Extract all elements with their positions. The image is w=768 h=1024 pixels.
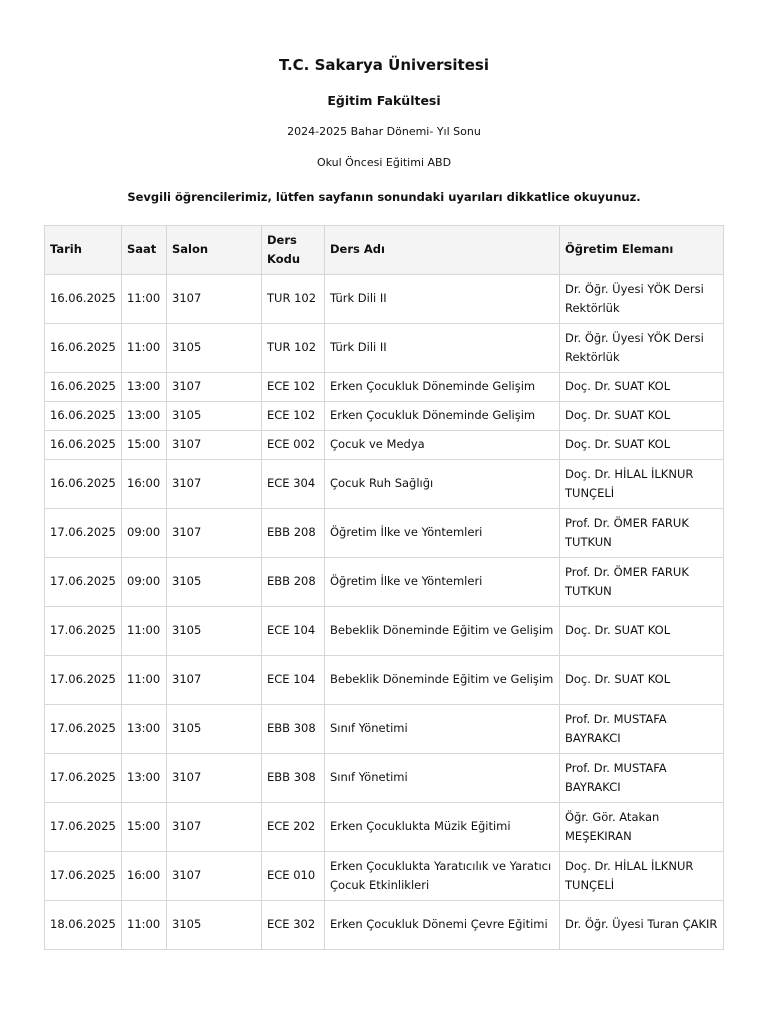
faculty-title: Eğitim Fakültesi <box>327 93 441 108</box>
cell-room: 3105 <box>167 607 262 656</box>
cell-course: Erken Çocukluk Döneminde Gelişim <box>325 373 560 402</box>
cell-instructor: Doç. Dr. SUAT KOL <box>560 373 724 402</box>
cell-instructor: Prof. Dr. ÖMER FARUK TUTKUN <box>560 558 724 607</box>
cell-time: 11:00 <box>122 324 167 373</box>
cell-time: 11:00 <box>122 656 167 705</box>
cell-instructor: Doç. Dr. SUAT KOL <box>560 431 724 460</box>
cell-time: 11:00 <box>122 275 167 324</box>
cell-course: Erken Çocuklukta Müzik Eğitimi <box>325 803 560 852</box>
cell-room: 3105 <box>167 901 262 950</box>
cell-room: 3107 <box>167 754 262 803</box>
cell-time: 13:00 <box>122 705 167 754</box>
cell-time: 16:00 <box>122 460 167 509</box>
cell-instructor: Prof. Dr. MUSTAFA BAYRAKCI <box>560 705 724 754</box>
cell-time: 11:00 <box>122 607 167 656</box>
table-row <box>45 656 724 705</box>
cell-course: Sınıf Yönetimi <box>325 754 560 803</box>
cell-room: 3107 <box>167 803 262 852</box>
cell-code: ECE 104 <box>262 656 325 705</box>
cell-instructor: Dr. Öğr. Üyesi YÖK Dersi Rektörlük <box>560 275 724 324</box>
cell-course: Öğretim İlke ve Yöntemleri <box>325 558 560 607</box>
cell-course: Çocuk Ruh Sağlığı <box>325 460 560 509</box>
cell-date: 17.06.2025 <box>45 607 122 656</box>
cell-date: 17.06.2025 <box>45 754 122 803</box>
cell-date: 17.06.2025 <box>45 558 122 607</box>
cell-room: 3105 <box>167 558 262 607</box>
table-row <box>45 852 724 901</box>
cell-date: 16.06.2025 <box>45 402 122 431</box>
cell-course: Erken Çocuklukta Yaratıcılık ve Yaratıcı Çocuk Etkinlikleri <box>325 852 560 901</box>
notice-text: Sevgili öğrencilerimiz, lütfen sayfanın sonundaki uyarıları dikkatlice okuyunuz. <box>127 190 641 204</box>
table-row <box>45 607 724 656</box>
cell-time: 15:00 <box>122 803 167 852</box>
cell-date: 17.06.2025 <box>45 803 122 852</box>
cell-course: Bebeklik Döneminde Eğitim ve Gelişim <box>325 656 560 705</box>
cell-date: 17.06.2025 <box>45 852 122 901</box>
cell-date: 16.06.2025 <box>45 431 122 460</box>
cell-instructor: Dr. Öğr. Üyesi YÖK Dersi Rektörlük <box>560 324 724 373</box>
cell-date: 16.06.2025 <box>45 460 122 509</box>
table-row <box>45 901 724 950</box>
cell-code: TUR 102 <box>262 324 325 373</box>
cell-date: 17.06.2025 <box>45 509 122 558</box>
cell-code: EBB 208 <box>262 509 325 558</box>
cell-room: 3107 <box>167 852 262 901</box>
cell-instructor: Dr. Öğr. Üyesi Turan ÇAKIR <box>560 901 724 950</box>
cell-room: 3107 <box>167 275 262 324</box>
column-header-time: Saat <box>122 226 167 275</box>
exam-schedule-table <box>44 225 724 950</box>
table-row <box>45 324 724 373</box>
table-row <box>45 803 724 852</box>
cell-code: EBB 308 <box>262 754 325 803</box>
cell-time: 15:00 <box>122 431 167 460</box>
university-title: T.C. Sakarya Üniversitesi <box>279 56 489 74</box>
cell-code: EBB 208 <box>262 558 325 607</box>
cell-time: 13:00 <box>122 402 167 431</box>
cell-course: Türk Dili II <box>325 275 560 324</box>
cell-course: Çocuk ve Medya <box>325 431 560 460</box>
cell-instructor: Doç. Dr. SUAT KOL <box>560 402 724 431</box>
table-row <box>45 754 724 803</box>
cell-instructor: Öğr. Gör. Atakan MEŞEKIRAN <box>560 803 724 852</box>
cell-room: 3107 <box>167 656 262 705</box>
table-row <box>45 558 724 607</box>
table-row <box>45 705 724 754</box>
cell-code: ECE 102 <box>262 402 325 431</box>
cell-course: Bebeklik Döneminde Eğitim ve Gelişim <box>325 607 560 656</box>
table-body <box>45 275 724 950</box>
cell-room: 3107 <box>167 373 262 402</box>
table-row <box>45 402 724 431</box>
cell-date: 16.06.2025 <box>45 373 122 402</box>
cell-code: EBB 308 <box>262 705 325 754</box>
cell-code: ECE 010 <box>262 852 325 901</box>
table-header-row <box>45 226 724 275</box>
cell-course: Öğretim İlke ve Yöntemleri <box>325 509 560 558</box>
table-row <box>45 460 724 509</box>
cell-time: 16:00 <box>122 852 167 901</box>
cell-room: 3107 <box>167 509 262 558</box>
cell-time: 13:00 <box>122 754 167 803</box>
cell-time: 11:00 <box>122 901 167 950</box>
cell-code: ECE 102 <box>262 373 325 402</box>
table-row <box>45 275 724 324</box>
cell-time: 09:00 <box>122 558 167 607</box>
cell-code: ECE 302 <box>262 901 325 950</box>
column-header-instructor: Öğretim Elemanı <box>560 226 724 275</box>
cell-code: ECE 002 <box>262 431 325 460</box>
cell-date: 16.06.2025 <box>45 275 122 324</box>
cell-room: 3107 <box>167 460 262 509</box>
column-header-code: Ders Kodu <box>262 226 325 275</box>
cell-instructor: Doç. Dr. SUAT KOL <box>560 656 724 705</box>
cell-date: 18.06.2025 <box>45 901 122 950</box>
column-header-date: Tarih <box>45 226 122 275</box>
table-row <box>45 431 724 460</box>
column-header-room: Salon <box>167 226 262 275</box>
cell-date: 17.06.2025 <box>45 656 122 705</box>
cell-course: Türk Dili II <box>325 324 560 373</box>
cell-instructor: Prof. Dr. MUSTAFA BAYRAKCI <box>560 754 724 803</box>
cell-instructor: Prof. Dr. ÖMER FARUK TUTKUN <box>560 509 724 558</box>
cell-instructor: Doç. Dr. HİLAL İLKNUR TUNÇELİ <box>560 460 724 509</box>
department-label: Okul Öncesi Eğitimi ABD <box>316 156 452 169</box>
cell-time: 09:00 <box>122 509 167 558</box>
cell-instructor: Doç. Dr. HİLAL İLKNUR TUNÇELİ <box>560 852 724 901</box>
table-row <box>45 509 724 558</box>
cell-course: Erken Çocukluk Dönemi Çevre Eğitimi <box>325 901 560 950</box>
cell-room: 3107 <box>167 431 262 460</box>
term-label: 2024-2025 Bahar Dönemi- Yıl Sonu <box>287 125 481 138</box>
cell-room: 3105 <box>167 705 262 754</box>
cell-time: 13:00 <box>122 373 167 402</box>
cell-code: ECE 202 <box>262 803 325 852</box>
cell-room: 3105 <box>167 402 262 431</box>
cell-room: 3105 <box>167 324 262 373</box>
table-row <box>45 373 724 402</box>
cell-course: Sınıf Yönetimi <box>325 705 560 754</box>
column-header-course: Ders Adı <box>325 226 560 275</box>
cell-code: TUR 102 <box>262 275 325 324</box>
cell-code: ECE 304 <box>262 460 325 509</box>
cell-date: 16.06.2025 <box>45 324 122 373</box>
cell-date: 17.06.2025 <box>45 705 122 754</box>
cell-code: ECE 104 <box>262 607 325 656</box>
cell-instructor: Doç. Dr. SUAT KOL <box>560 607 724 656</box>
cell-course: Erken Çocukluk Döneminde Gelişim <box>325 402 560 431</box>
